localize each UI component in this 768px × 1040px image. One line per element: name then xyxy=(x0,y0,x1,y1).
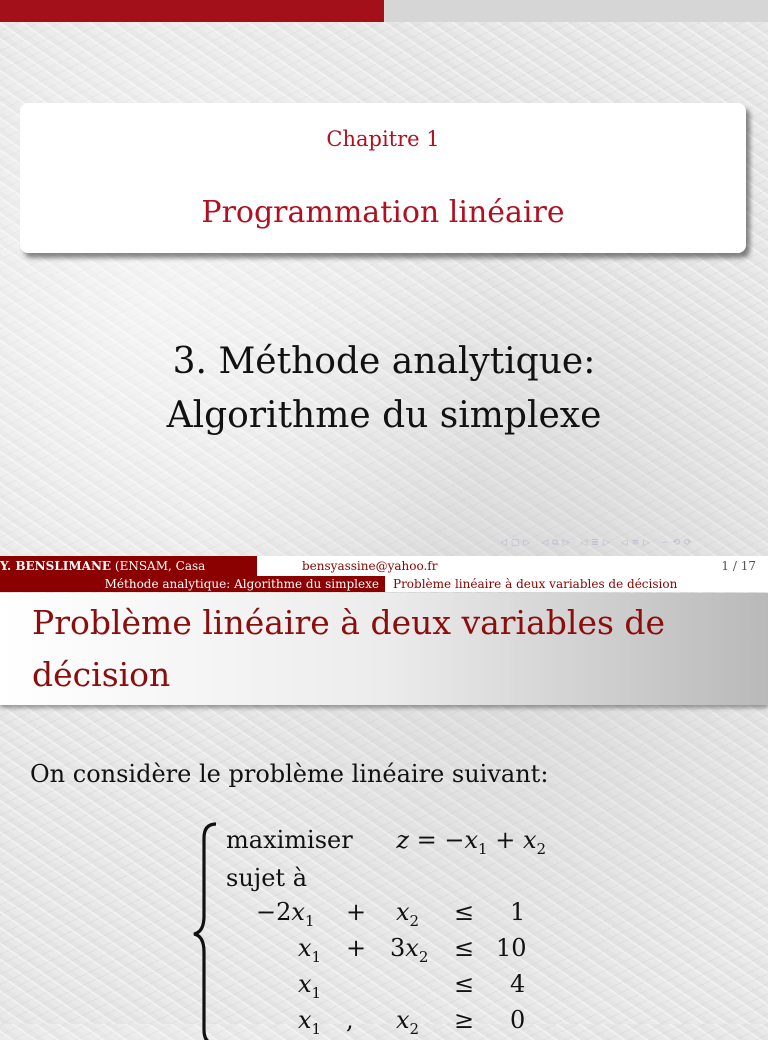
progress-bar xyxy=(0,0,768,22)
constraint-1: $-2x_1$ + $x_2$ ≤ 1 xyxy=(256,898,526,930)
footer-section[interactable]: Méthode analytique: Algorithme du simplexe xyxy=(0,576,385,592)
nav-frame-icon[interactable]: ◁□▷ xyxy=(500,538,535,548)
footer-author-box xyxy=(0,556,257,576)
section-title-line-1: 3. Méthode analytique: xyxy=(172,341,596,382)
frame-title-bar xyxy=(0,593,768,705)
progress-fill xyxy=(0,0,384,22)
footer-author: Y. BENSLIMANE xyxy=(0,559,112,573)
frame-title xyxy=(32,597,665,701)
footer-affiliation: (ENSAM, Casa xyxy=(114,559,206,573)
objective-line xyxy=(226,826,546,858)
footer-subsection[interactable]: Problème linéaire à deux variables de décision xyxy=(393,577,678,591)
footer-navigation xyxy=(0,576,768,592)
nav-part-icon[interactable]: ◁≡▷ xyxy=(620,538,655,548)
nav-subsection-icon[interactable]: ◁⧉▷ xyxy=(541,538,574,548)
constraint-4: $x_1$ , $x_2$ ≥ 0 xyxy=(298,1006,526,1038)
frame-title-line-2: décision xyxy=(32,655,171,694)
nav-section-icon[interactable]: ◁≣▷ xyxy=(580,538,614,548)
chapter-label: Chapitre 1 xyxy=(326,127,440,151)
title-box xyxy=(20,103,746,253)
frame-title-line-1: Problème linéaire à deux variables de xyxy=(32,603,666,642)
objective-word: maximiser xyxy=(226,826,353,854)
footer-email: bensyassine@yahoo.fr xyxy=(302,559,438,573)
footer-page-number: 1 / 17 xyxy=(721,559,756,573)
section-title-line-2: Algorithme du simplexe xyxy=(166,395,602,436)
subject-to: sujet à xyxy=(226,864,307,892)
constraint-2: $x_1$ + $3x_2$ ≤ 10 xyxy=(298,934,527,966)
intro-text: On considère le problème linéaire suivant: xyxy=(30,760,549,788)
main-title: Programmation linéaire xyxy=(201,195,565,230)
objective-expression: $z = -x_1 + x_2$ xyxy=(396,826,547,858)
navigation-symbols[interactable] xyxy=(500,538,696,548)
constraint-3: $x_1$ ≤ 4 xyxy=(298,970,526,1002)
nav-search-icon[interactable]: ∽⟲⟳ xyxy=(660,538,696,548)
footer-headline xyxy=(0,556,768,576)
linear-program xyxy=(190,820,610,1038)
section-title xyxy=(0,335,768,443)
